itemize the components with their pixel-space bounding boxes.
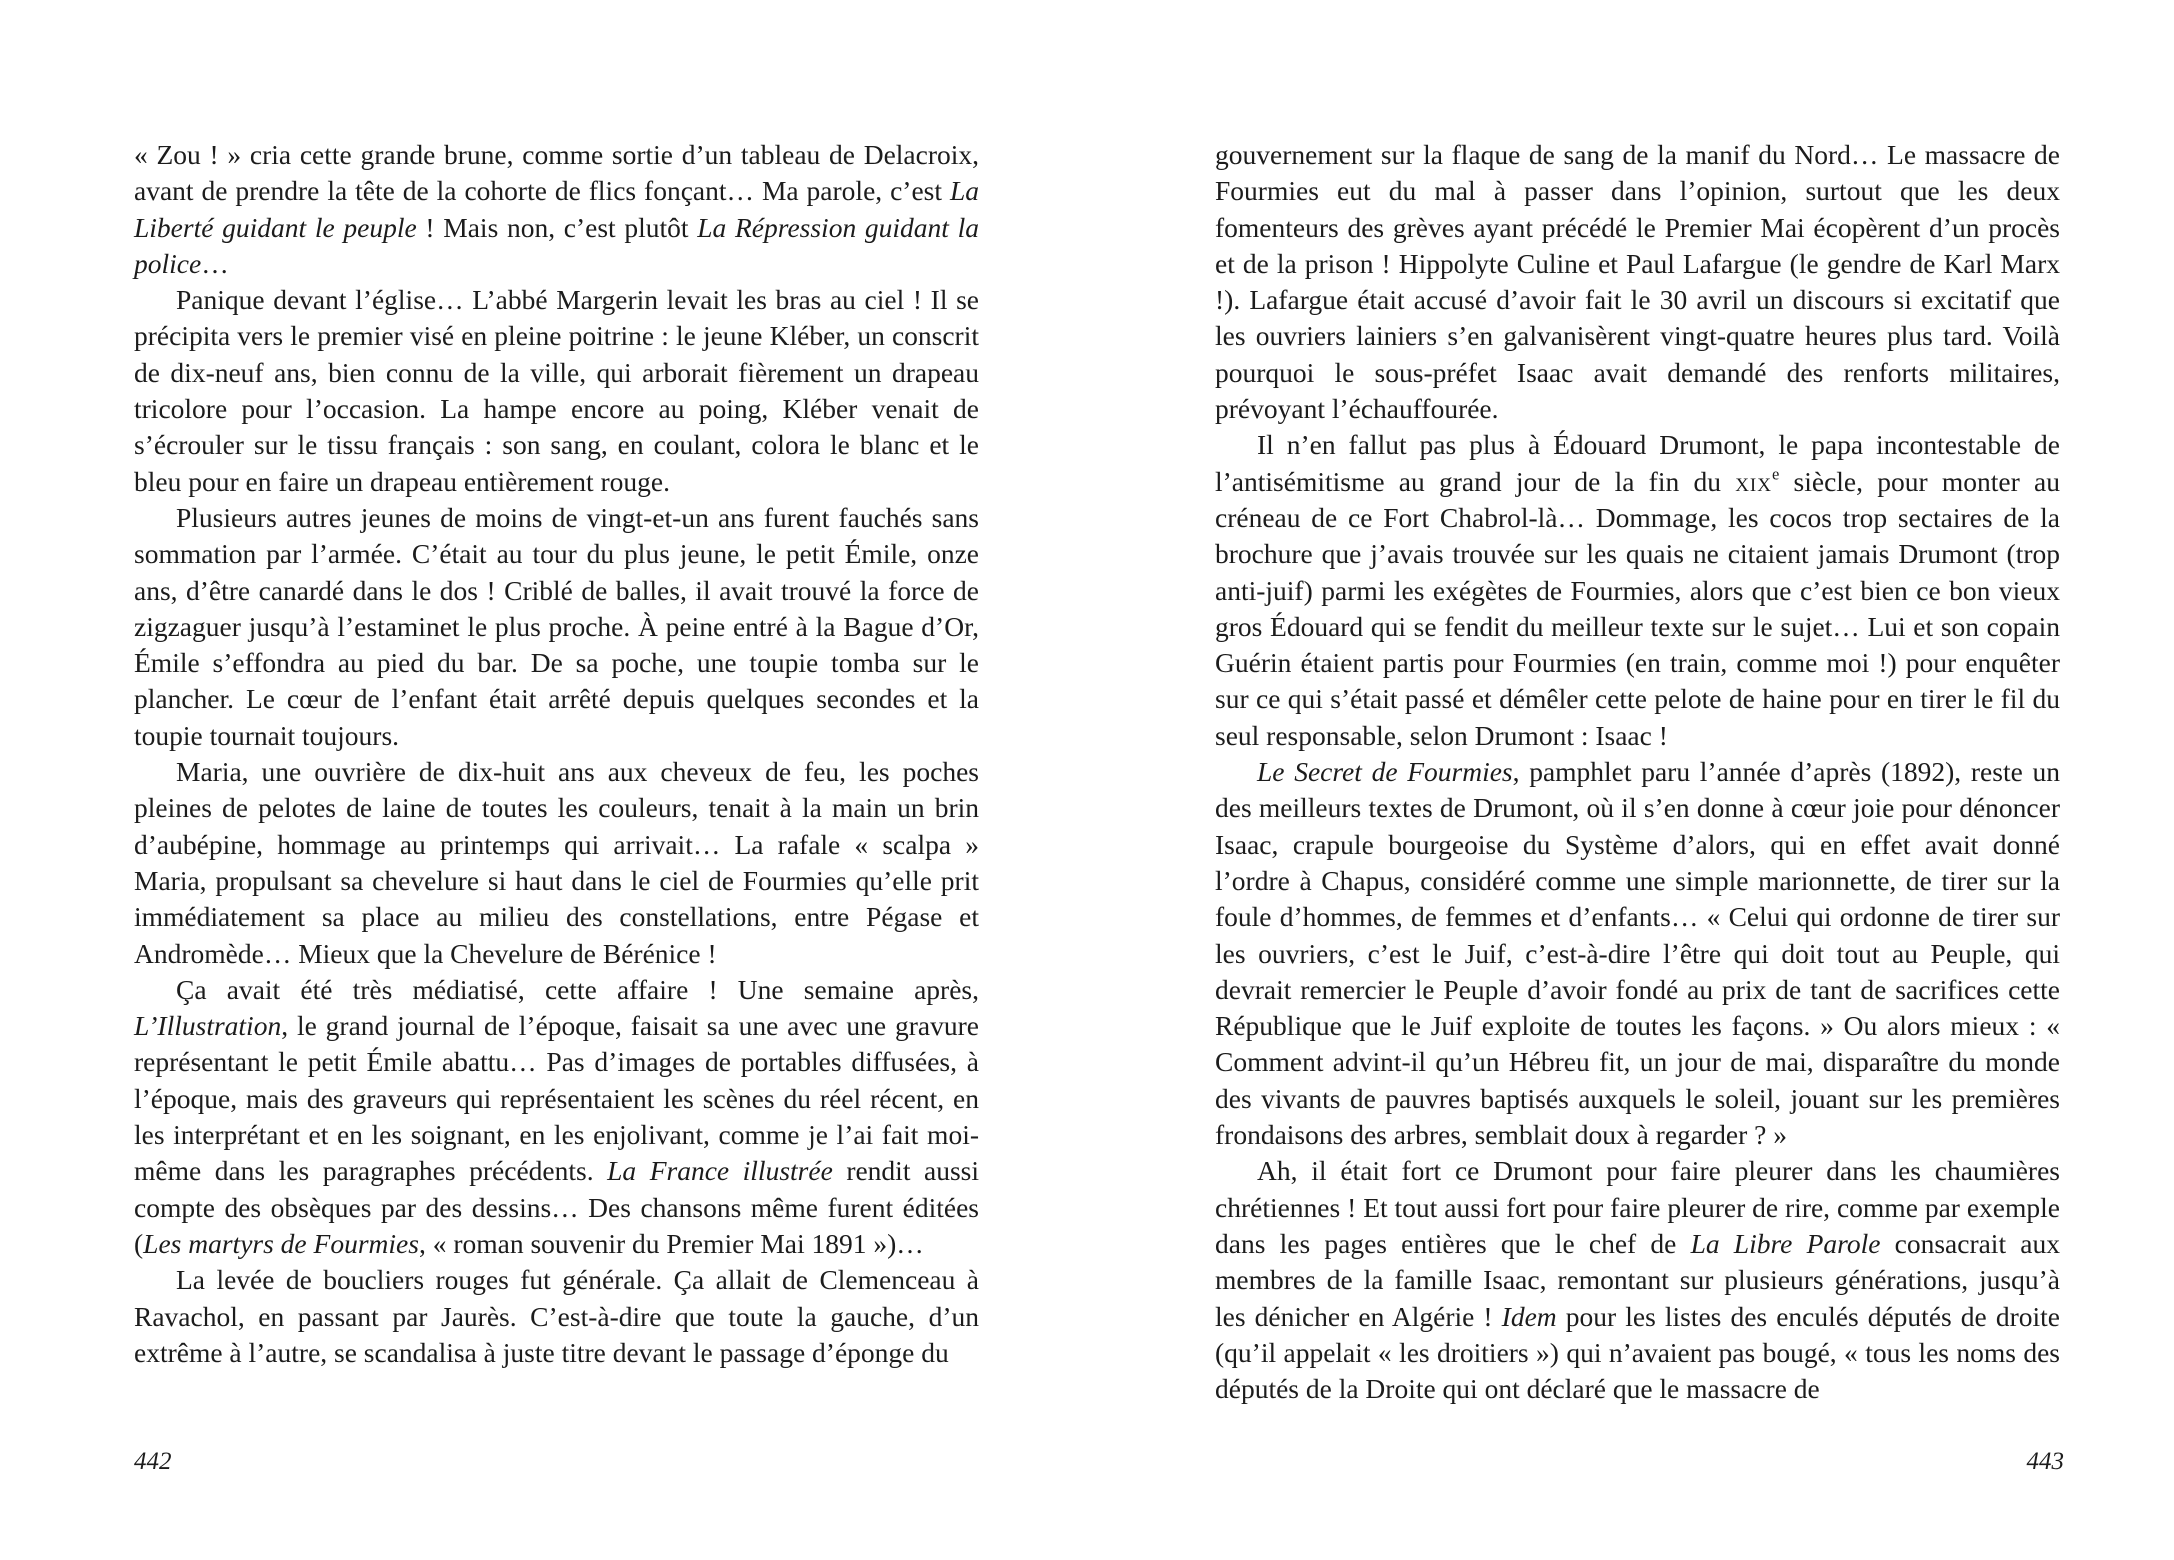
superscript: e <box>1771 464 1780 484</box>
paragraph: Il n’en fallut pas plus à Édouard Drumont, le papa incontestable de l’antisémitisme au grand jour de la fin du xix$^e$ siècle, pour monter au créneau de ce Fort Chabrol-là… Dommage, les cocos trop sectaires de la brochure que j’avais trouvée sur les quais ne citaient jamais Drumont (trop anti-juif) parmi les exégètes de Fourmies, alors que c’est bien ce bon vieux gros Édouard qui se fendit du meilleur texte sur le sujet… Lui et son copain Guérin étaient partis pour Fourmies (en train, comme moi !) pour enquêter sur ce qui s’était passé et démêler cette pelote de haine pour en tirer le fil du seul responsable, selon Drumont : Isaac ! <box>1215 429 2060 751</box>
paragraph: Maria, une ouvrière de dix-huit ans aux cheveux de feu, les poches pleines de pelotes de laine de toutes les couleurs, tenait à la main un brin d’aubépine, hommage au printemps qui arrivait… La rafale « scalpa » Maria, propulsant sa chevelure si haut dans le ciel de Fourmies qu’elle prit immédiatement sa place au milieu des constellations, entre Pégase et Andromède… Mieux que la Chevelure de Bérénice ! <box>134 756 979 969</box>
paragraph: « Zou ! » cria cette grande brune, comme sortie d’un tableau de Delacroix, avant de prendre la tête de la cohorte de flics fonçant… Ma parole, c’est La Liberté guidant le peuple ! Mais non, c’est plutôt La Répression guidant la police… <box>134 139 980 279</box>
century-numeral: xix <box>1735 465 1772 497</box>
italic-word: Idem <box>1501 1300 1557 1332</box>
page-number-left: 442 <box>134 1448 172 1475</box>
italic-title: Le Secret de Fourmies <box>1257 756 1513 788</box>
paragraph: gouvernement sur la flaque de sang de la manif du Nord… Le massacre de Fourmies eut du mal à passer dans l’opinion, surtout que les deux fomenteurs des grèves ayant précédé le Premier Mai écopèrent d’un procès et de la prison ! Hippolyte Culine et Paul Lafargue (le gendre de Karl Marx !). Lafargue était accusé d’avoir fait le 30 avril un discours si excitatif que les ouvriers lainiers s’en galvanisèrent vingt-quatre heures plus tard. Voilà pourquoi le sous-préfet Isaac avait demandé des renforts militaires, prévoyant l’échauffourée. <box>1215 139 2060 425</box>
italic-title: La Libre Parole <box>1690 1227 1881 1259</box>
paragraph: La levée de boucliers rouges fut générale. Ça allait de Clemenceau à Ravachol, en passant par Jaurès. C’est-à-dire que toute la gauche, d’un extrême à l’autre, se scandalisa à juste titre devant le passage d’éponge du <box>134 1264 979 1368</box>
italic-title: La Répression guidant la police <box>134 211 980 279</box>
paragraph: Panique devant l’église… L’abbé Margerin levait les bras au ciel ! Il se précipita vers le premier visé en pleine poitrine : le jeune Kléber, un conscrit de dix-neuf ans, bien connu de la ville, qui arborait fièrement un drapeau tricolore pour l’occasion. La hampe encore au poing, Kléber venait de s’écrouler sur le tissu français : son sang, en coulant, colora le blanc et le bleu pour en faire un drapeau entièrement rouge. <box>134 284 979 497</box>
page-number-right: 443 <box>2026 1448 2064 1475</box>
italic-title: La Liberté guidant le peuple <box>134 175 979 243</box>
left-page-text <box>134 137 979 1371</box>
paragraph: Le Secret de Fourmies, pamphlet paru l’année d’après (1892), reste un des meilleurs textes de Drumont, où il s’en donne à cœur joie pour dénoncer Isaac, crapule bourgeoise du Système d’alors, qui en effet avait donné l’ordre à Chapus, considéré comme une simple marionnette, de tirer sur la foule d’hommes, de femmes et d’enfants… « Celui qui ordonne de tirer sur les ouvriers, c’est le Juif, c’est-à-dire l’être qui doit tout au Peuple, qui devrait remercier le Peuple d’avoir fondé au prix de tant de sacrifices cette République que le Juif exploite de toutes les façons. » Ou alors mieux : « Comment advint-il qu’un Hébreu fit, un jour de mai, disparaître du monde des vivants de pauvres baptisés auxquels le soleil, jouant sur les premières frondaisons des arbres, semblait doux à regarder ? » <box>1215 756 2060 1151</box>
italic-title: Les martyrs de Fourmies <box>143 1227 419 1259</box>
italic-title: La France illustrée <box>607 1155 833 1187</box>
italic-title: L’Illustration <box>134 1010 282 1042</box>
paragraph: Plusieurs autres jeunes de moins de vingt-et-un ans furent fauchés sans sommation par l’armée. C’était au tour du plus jeune, le petit Émile, onze ans, d’être canardé dans le dos ! Criblé de balles, il avait trouvé la force de zigzaguer jusqu’à l’estaminet le plus proche. À peine entré à la Bague d’Or, Émile s’effondra au pied du bar. De sa poche, une toupie tomba sur le plancher. Le cœur de l’enfant était arrêté depuis quelques secondes et la toupie tournait toujours. <box>134 501 979 751</box>
right-page-text <box>1215 137 2060 1407</box>
paragraph: Ça avait été très médiatisé, cette affaire ! Une semaine après, L’Illustration, le grand journal de l’époque, faisait sa une avec une gravure représentant le petit Émile abattu… Pas d’images de portables diffusées, à l’époque, mais des graveurs qui représentaient les scènes du réel récent, en les interprétant et en les soignant, en les enjolivant, comme je l’ai fait moi-même dans les paragraphes précédents. La France illustrée rendit aussi compte des obsèques par des dessins… Des chansons même furent éditées (Les martyrs de Fourmies, « roman souvenir du Premier Mai 1891 »)… <box>134 973 979 1259</box>
paragraph: Ah, il était fort ce Drumont pour faire pleurer dans les chaumières chrétiennes ! Et tout aussi fort pour faire pleurer de rire, comme par exemple dans les pages entières que le chef de La Libre Parole consacrait aux membres de la famille Isaac, remontant sur plusieurs générations, jusqu’à les dénicher en Algérie ! Idem pour les listes des enculés députés de droite (qu’il appelait « les droitiers ») qui n’avaient pas bougé, « tous les noms des députés de la Droite qui ont déclaré que le massacre de <box>1215 1155 2061 1405</box>
